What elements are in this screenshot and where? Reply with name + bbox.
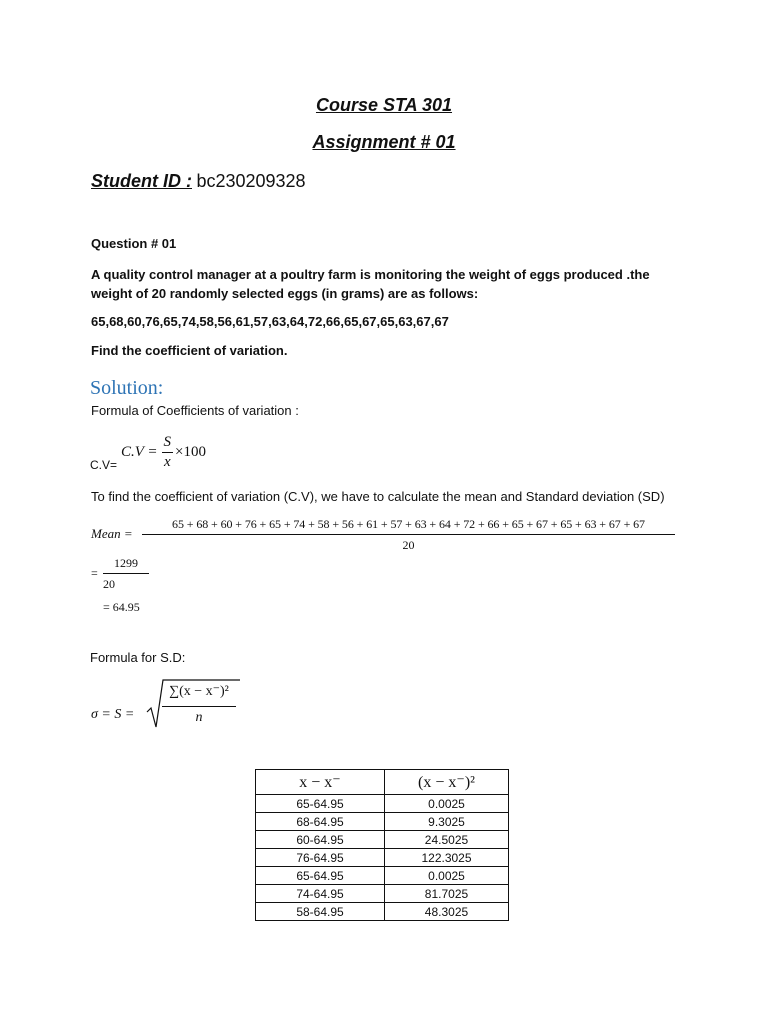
- table-cell: 0.0025: [385, 867, 509, 885]
- cv-times: ×100: [175, 444, 206, 460]
- mean-label: Mean =: [91, 526, 133, 541]
- mean-result: = 64.95: [103, 600, 140, 614]
- student-id: [91, 171, 306, 192]
- table-cell: 58-64.95: [256, 903, 385, 921]
- mean-sum-prefix: =: [91, 566, 98, 580]
- mean-sum: 1299: [114, 556, 138, 570]
- assignment-title: Assignment # 01: [312, 132, 456, 152]
- table-cell: 9.3025: [385, 813, 509, 831]
- student-id-value: bc230209328: [196, 171, 306, 191]
- question-text: A quality control manager at a poultry farm is monitoring the weight of eggs produced .the weight of 20 randomly selected eggs (in grams) are as follows:: [91, 267, 650, 301]
- table-cell: 74-64.95: [256, 885, 385, 903]
- sd-numerator: ∑(x − x⁻)²: [169, 684, 229, 699]
- table-cell: 60-64.95: [256, 831, 385, 849]
- table-row: [256, 831, 509, 849]
- student-id-label: Student ID :: [91, 171, 192, 191]
- sd-formula-label: Formula for S.D:: [90, 650, 186, 665]
- sd-fraction-bar: [162, 706, 236, 707]
- deviation-table: [255, 769, 509, 921]
- table-row: [256, 885, 509, 903]
- table-row: [256, 813, 509, 831]
- cv-prefix: C.V=: [90, 458, 118, 472]
- mean-sum-bar: [103, 573, 149, 574]
- sd-lhs: σ = S =: [91, 707, 135, 722]
- solution-title: Solution:: [90, 377, 164, 399]
- column-header-squared-deviation: (x − x⁻)²: [385, 770, 509, 795]
- mean-fraction-bar: [142, 534, 675, 535]
- cv-denominator: x: [163, 454, 171, 470]
- sd-denominator: n: [195, 710, 203, 725]
- cv-formula-label: Formula of Coefficients of variation :: [91, 403, 299, 418]
- table-row: [256, 795, 509, 813]
- intro-text: To find the coefficient of variation (C.V), we have to calculate the mean and Standard deviation (SD): [91, 489, 665, 504]
- column-header-deviation: x − x⁻: [256, 770, 385, 795]
- mean-denominator: 20: [402, 538, 415, 552]
- cv-formula: [121, 434, 206, 471]
- mean-n: 20: [103, 577, 115, 591]
- table-cell: 122.3025: [385, 849, 509, 867]
- table-cell: 81.7025: [385, 885, 509, 903]
- table-row: [256, 849, 509, 867]
- table-cell: 0.0025: [385, 795, 509, 813]
- cv-fraction: [162, 434, 174, 471]
- cv-numerator: S: [163, 434, 172, 450]
- table-row: [256, 867, 509, 885]
- table-cell: 68-64.95: [256, 813, 385, 831]
- question-title: Question # 01: [91, 236, 177, 251]
- table-header-row: [256, 770, 509, 795]
- course-title: Course STA 301: [315, 95, 453, 115]
- cv-formula-lhs: C.V =: [121, 444, 158, 460]
- question-task: Find the coefficient of variation.: [91, 343, 288, 358]
- question-data: 65,68,60,76,65,74,58,56,61,57,63,64,72,66,65,67,65,63,67,67: [91, 314, 449, 329]
- table-cell: 65-64.95: [256, 867, 385, 885]
- table-row: [256, 903, 509, 921]
- table-cell: 65-64.95: [256, 795, 385, 813]
- table-cell: 24.5025: [385, 831, 509, 849]
- mean-numerator: 65 + 68 + 60 + 76 + 65 + 74 + 58 + 56 + 61 + 57 + 63 + 64 + 72 + 66 + 65 + 67 + 65 + 63 + 67 + 67: [172, 517, 645, 531]
- table-cell: 48.3025: [385, 903, 509, 921]
- table-cell: 76-64.95: [256, 849, 385, 867]
